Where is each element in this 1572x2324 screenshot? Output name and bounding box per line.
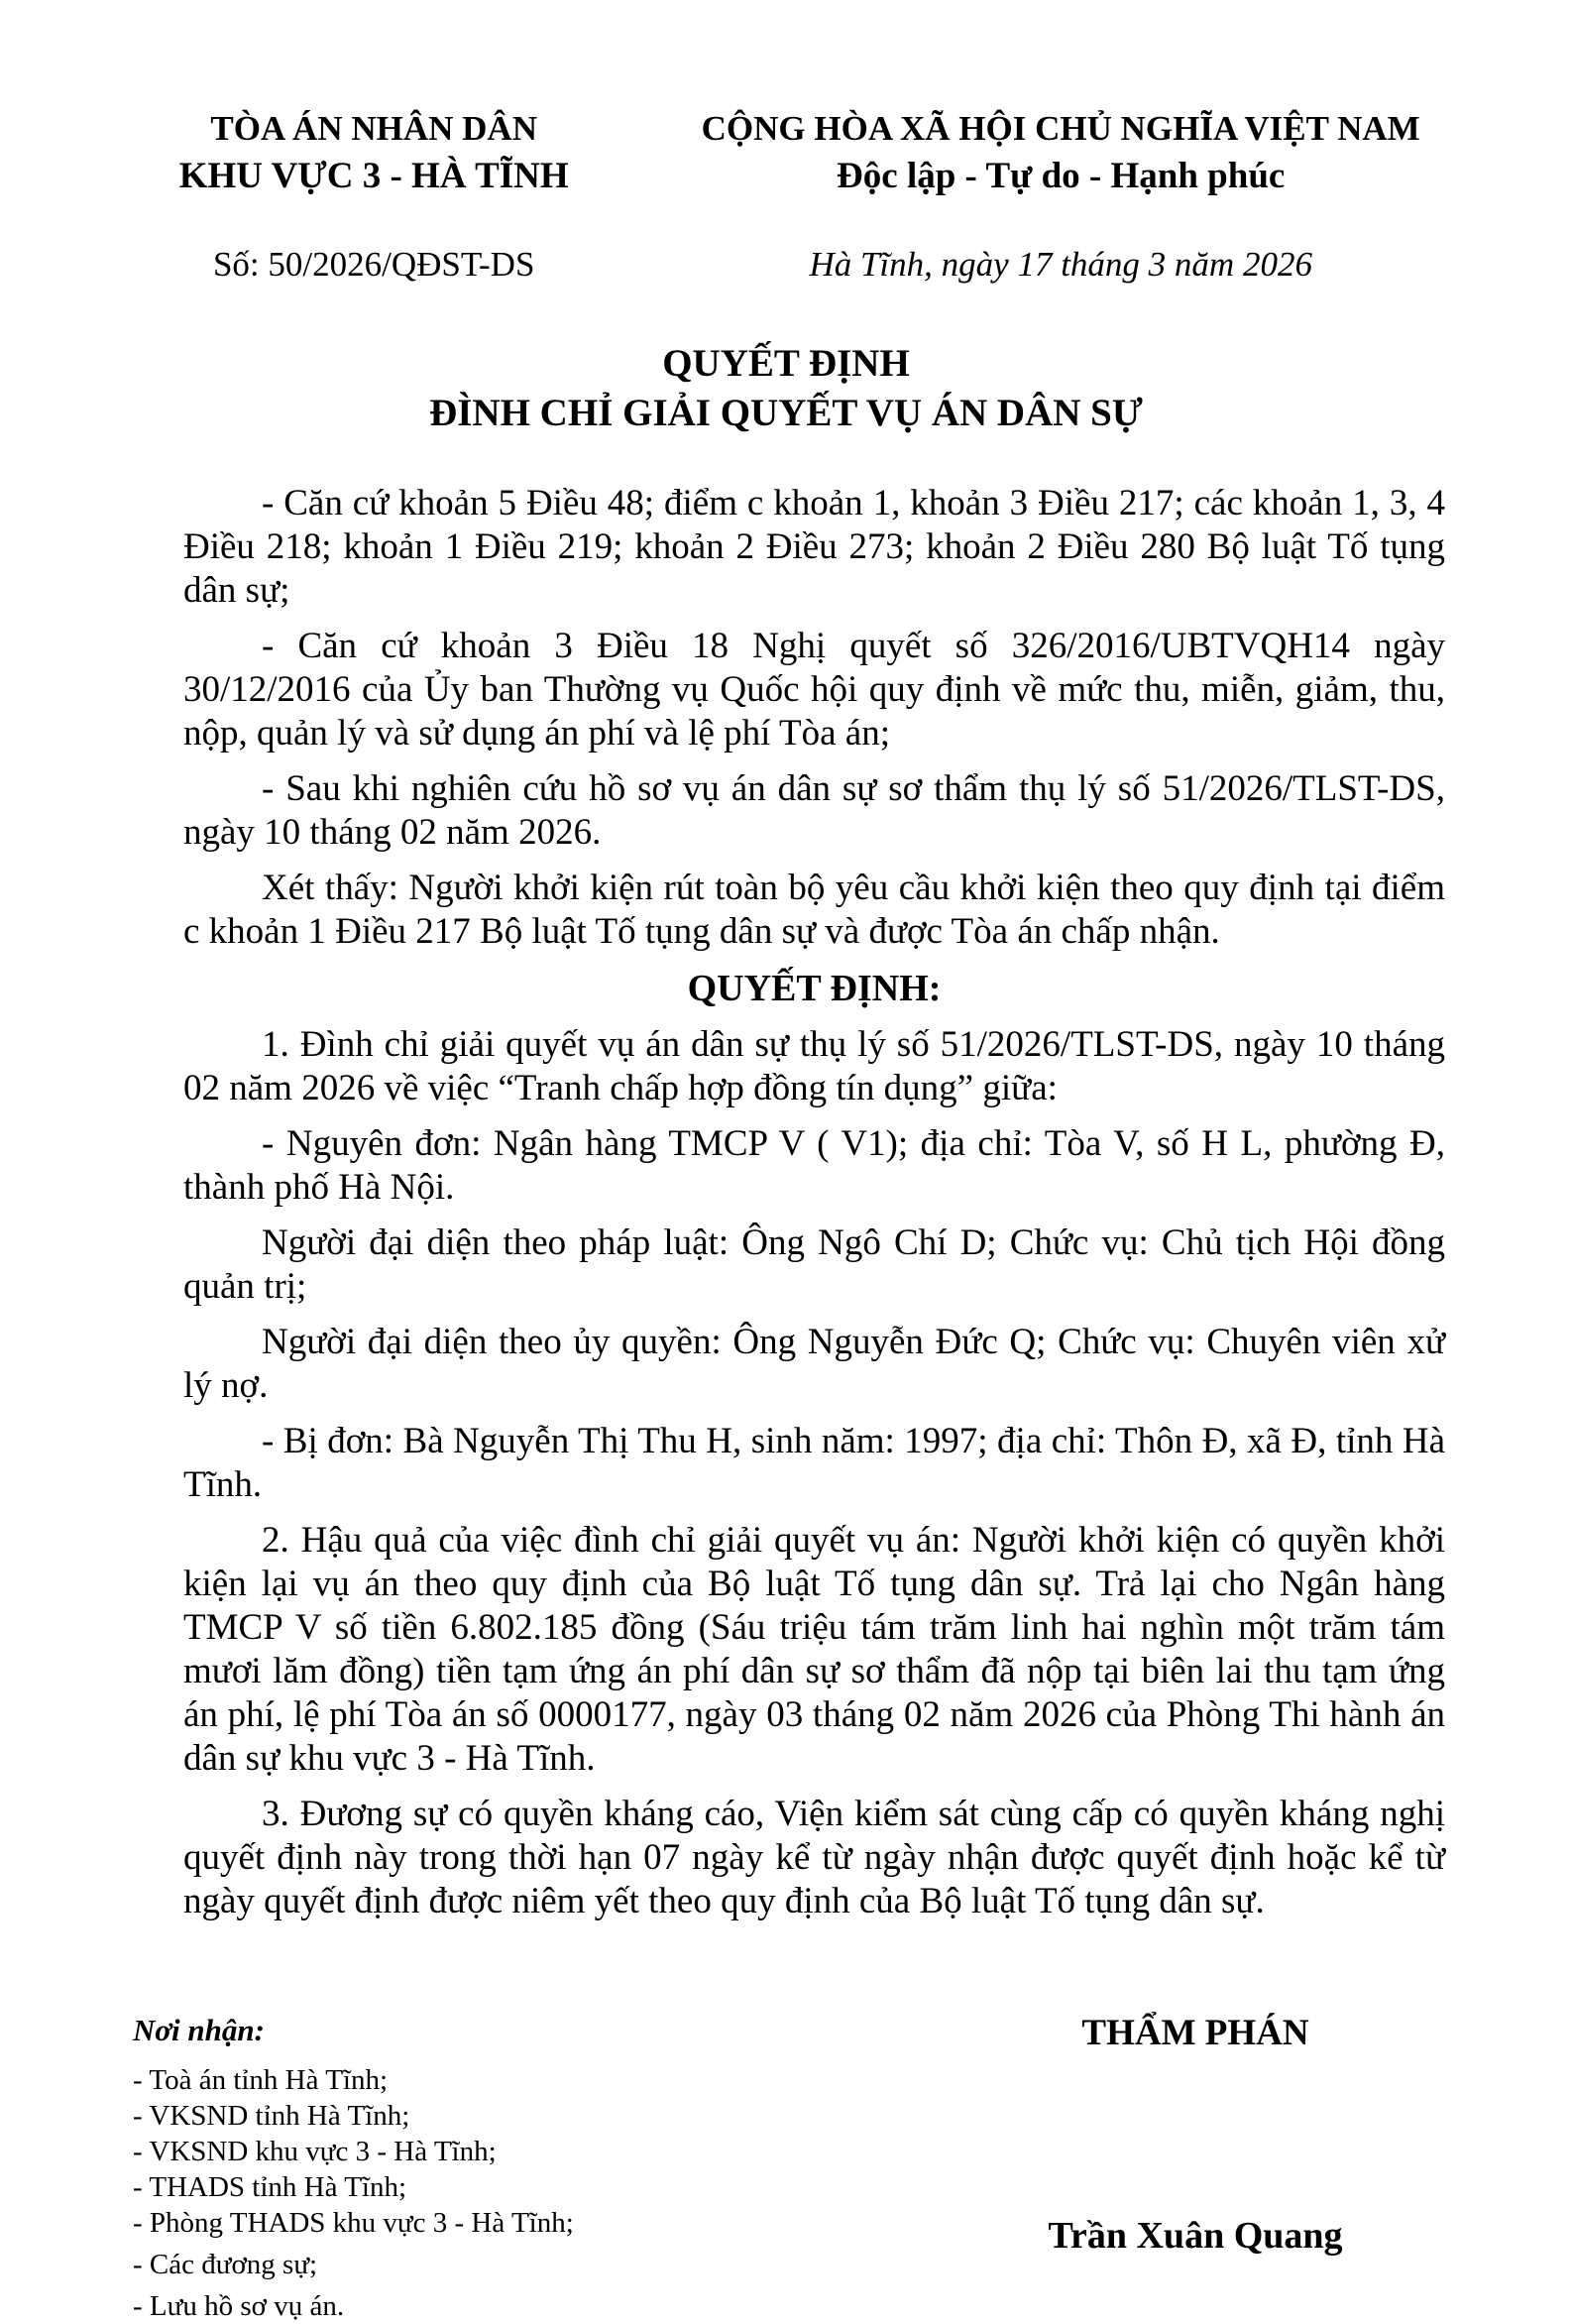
- recipient-item: - Các đương sự;: [133, 2249, 318, 2280]
- intro-paragraph: Xét thấy: Người khởi kiện rút toàn bộ yêu cầu khởi kiện theo quy định tại điểm c khoản 1 Điều 217 Bộ luật Tố tụng dân sự và được Tòa án chấp nhận.: [183, 868, 1445, 952]
- title-line1: QUYẾT ĐỊNH: [662, 342, 910, 385]
- recipient-item: - Toà án tỉnh Hà Tĩnh;: [133, 2064, 389, 2096]
- national-title: CỘNG HÒA XÃ HỘI CHỦ NGHĨA VIỆT NAM: [701, 109, 1420, 148]
- decision-paragraph: 2. Hậu quả của việc đình chỉ giải quyết vụ án: Người khởi kiện có quyền khởi kiện lại vụ án theo quy định của Bộ luật Tố tụng dân sự. Trả lại cho Ngân hàng TMCP V số tiền 6.802.185 đồng (Sáu triệu tám trăm linh hai nghìn một trăm tám mươi lăm đồng) tiền tạm ứng án phí dân sự sơ thẩm đã nộp tại biên lai thu tạm ứng án phí, lệ phí Tòa án số 0000177, ngày 03 tháng 02 năm 2026 của Phòng Thi hành án dân sự khu vực 3 - Hà Tĩnh.: [183, 1520, 1445, 1779]
- court-name-line2: KHU VỰC 3 - HÀ TĨNH: [178, 156, 569, 196]
- decision-paragraph: 3. Đương sự có quyền kháng cáo, Viện kiểm sát cùng cấp có quyền kháng nghị quyết định này trong thời hạn 07 ngày kể từ ngày nhận được quyết định hoặc kể từ ngày quyết định được niêm yết theo quy định của Bộ luật Tố tụng dân sự.: [183, 1794, 1445, 1921]
- decision-section-heading: QUYẾT ĐỊNH:: [687, 968, 942, 1009]
- judge-name: Trần Xuân Quang: [1048, 2215, 1343, 2257]
- recipient-item: - Phòng THADS khu vực 3 - Hà Tĩnh;: [133, 2207, 574, 2239]
- recipients-block: [133, 2011, 948, 2324]
- header-court-block: [99, 105, 648, 200]
- decision-paragraph: Người đại diện theo pháp luật: Ông Ngô Chí D; Chức vụ: Chủ tịch Hội đồng quản trị;: [183, 1222, 1445, 1307]
- signature-block: [948, 2011, 1443, 2324]
- recipient-item: - THADS tỉnh Hà Tĩnh;: [133, 2171, 407, 2203]
- decision-paragraph: - Bị đơn: Bà Nguyễn Thị Thu H, sinh năm: 1997; địa chỉ: Thôn Đ, xã Đ, tỉnh Hà Tĩnh.: [183, 1421, 1445, 1505]
- judge-title: THẨM PHÁN: [1081, 2013, 1309, 2053]
- document-header: [99, 105, 1473, 200]
- national-motto: Độc lập - Tự do - Hạnh phúc: [837, 156, 1286, 196]
- decision-paragraph: 1. Đình chỉ giải quyết vụ án dân sự thụ lý số 51/2026/TLST-DS, ngày 10 tháng 02 năm 2026 về việc “Tranh chấp hợp đồng tín dụng” giữa:: [183, 1024, 1445, 1108]
- decision-paragraph: - Nguyên đơn: Ngân hàng TMCP V ( V1); địa chỉ: Tòa V, số H L, phường Đ, thành phố Hà Nội.: [183, 1123, 1445, 1208]
- document-number: Số: 50/2026/QĐST-DS: [212, 245, 535, 284]
- intro-paragraph: - Căn cứ khoản 5 Điều 48; điểm c khoản 1, khoản 3 Điều 217; các khoản 1, 3, 4 Điều 218; khoản 1 Điều 219; khoản 2 Điều 273; khoản 2 Điều 280 Bộ luật Tố tụng dân sự;: [183, 483, 1445, 611]
- court-name-line1: TÒA ÁN NHÂN DÂN: [210, 109, 537, 148]
- header-national-block: [648, 105, 1473, 200]
- recipient-item: - VKSND tỉnh Hà Tĩnh;: [133, 2100, 410, 2132]
- place-date-line: Hà Tĩnh, ngày 17 tháng 3 năm 2026: [809, 245, 1312, 284]
- document-footer: [133, 2011, 1443, 2324]
- intro-paragraph: - Căn cứ khoản 3 Điều 18 Nghị quyết số 326/2016/UBTVQH14 ngày 30/12/2016 của Ủy ban Thường vụ Quốc hội quy định về mức thu, miễn, giảm, thu, nộp, quản lý và sử dụng án phí và lệ phí Tòa án;: [183, 626, 1445, 754]
- recipients-label: Nơi nhận:: [133, 2013, 265, 2047]
- recipient-item: - Lưu hồ sơ vụ án.: [133, 2290, 345, 2322]
- title-line2: ĐÌNH CHỈ GIẢI QUYẾT VỤ ÁN DÂN SỰ: [429, 392, 1143, 434]
- document-meta-row: [99, 242, 1473, 288]
- decision-paragraph: Người đại diện theo ủy quyền: Ông Nguyễn Đức Q; Chức vụ: Chuyên viên xử lý nợ.: [183, 1322, 1445, 1406]
- document-title: [0, 339, 1572, 438]
- intro-paragraph: - Sau khi nghiên cứu hồ sơ vụ án dân sự sơ thẩm thụ lý số 51/2026/TLST-DS, ngày 10 tháng 02 năm 2026.: [183, 768, 1445, 853]
- document-body: [183, 482, 1445, 1923]
- recipient-item: - VKSND khu vực 3 - Hà Tĩnh;: [133, 2136, 497, 2167]
